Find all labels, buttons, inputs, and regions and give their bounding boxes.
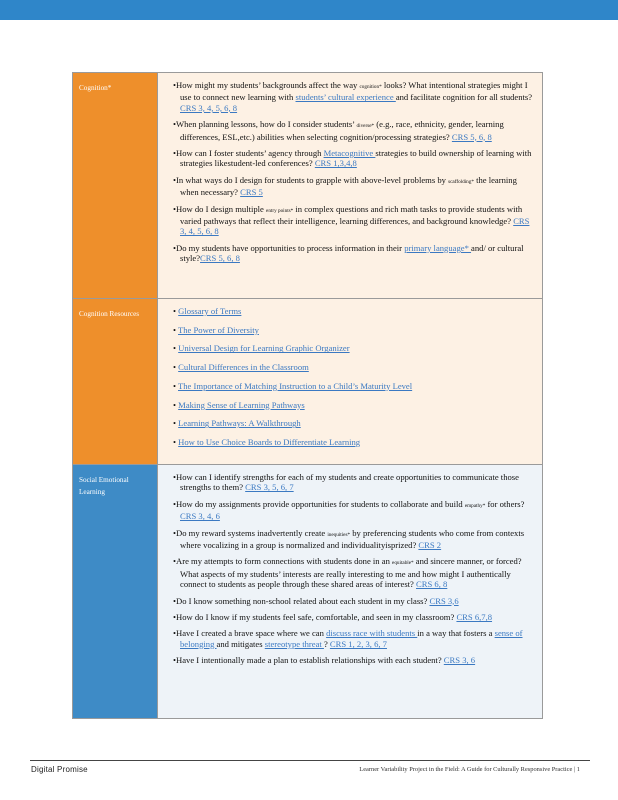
inline-link[interactable]: CRS 6, 8 bbox=[416, 579, 448, 590]
bullet: • bbox=[173, 324, 179, 335]
resource-item bbox=[173, 418, 534, 428]
inline-link[interactable]: CRS 1,3,4,8 bbox=[314, 158, 357, 169]
table-row-cognition-resources bbox=[73, 299, 543, 465]
inline-link[interactable]: CRS 1, 2, 3, 6, 7 bbox=[329, 638, 387, 649]
question-text: How do I design multiple bbox=[176, 203, 267, 214]
bullet: • bbox=[173, 595, 177, 606]
bullet: • bbox=[173, 174, 177, 185]
question-item bbox=[173, 175, 534, 198]
bullet: • bbox=[173, 380, 179, 391]
inline-link[interactable]: CRS 5 bbox=[240, 187, 263, 198]
question-text: Do my students have opportunities to process information in their bbox=[176, 242, 405, 253]
resource-item bbox=[173, 362, 534, 372]
inline-link[interactable]: stereotype threat bbox=[264, 638, 324, 649]
bullet: • bbox=[173, 148, 177, 159]
question-item bbox=[173, 499, 534, 522]
question-text: ? bbox=[323, 638, 330, 649]
resource-link[interactable]: Universal Design for Learning Graphic Organizer bbox=[178, 343, 350, 354]
question-text: strategies to build ownership of learning with strategies likestudent-led conferences? bbox=[180, 148, 532, 169]
question-item bbox=[173, 243, 534, 264]
bullet: • bbox=[173, 472, 177, 482]
question-text: in complex questions and rich math tasks to provide students with varied pathways that reflect their intelligence, learning differences, and background knowledge? bbox=[180, 203, 523, 227]
glossary-term: diverse* bbox=[356, 123, 375, 130]
question-text: Do my reward systems inadvertently create bbox=[176, 527, 328, 538]
question-text: in a way that fosters a bbox=[417, 628, 495, 639]
question-text: and facilitate cognition for all students? bbox=[395, 92, 533, 103]
question-item bbox=[173, 556, 534, 589]
glossary-term: empathy* bbox=[464, 502, 486, 509]
bullet: • bbox=[173, 119, 177, 130]
inline-link[interactable]: discuss race with students bbox=[326, 628, 418, 639]
bullet: • bbox=[173, 527, 177, 538]
inline-link[interactable]: CRS 3, 6 bbox=[443, 655, 476, 666]
bullet: • bbox=[173, 556, 177, 567]
bullet: • bbox=[173, 343, 179, 354]
question-text: looks? What intentional strategies might I use to connect new learning with bbox=[180, 80, 528, 103]
bullet: • bbox=[173, 418, 179, 429]
inline-link[interactable]: Metacognitive bbox=[323, 148, 376, 159]
table-row-social-emotional-learning bbox=[73, 465, 543, 719]
question-text: and sincere manner, or forced? What aspects of my students’ interests are really interesting to me and how might I authentically connect to students as people through these shared areas of interest? bbox=[180, 556, 522, 590]
inline-link[interactable]: CRS 5, 6, 8 bbox=[200, 253, 240, 264]
resource-link[interactable]: The Power of Diversity bbox=[178, 324, 259, 335]
question-text: Are my attempts to form connections with students done in an bbox=[176, 556, 393, 567]
inline-link[interactable]: CRS 3, 4, 5, 6, 8 bbox=[180, 102, 238, 113]
bullet: • bbox=[173, 242, 177, 253]
glossary-term: cognition* bbox=[359, 84, 382, 90]
footer-text: Learner Variability Project in the Field: A Guide for Culturally Responsive Practice | 1 bbox=[359, 766, 580, 773]
question-text: Have I created a brave space where we can bbox=[176, 628, 327, 639]
footer-divider bbox=[30, 760, 590, 761]
question-item bbox=[173, 472, 534, 493]
inline-link[interactable]: primary language* bbox=[404, 242, 472, 253]
inline-link[interactable]: CRS 2 bbox=[418, 540, 442, 551]
resource-link[interactable]: The Importance of Matching Instruction to a Child’s Maturity Level bbox=[178, 380, 413, 391]
inline-link[interactable]: CRS 3, 5, 6, 7 bbox=[245, 482, 294, 493]
row-label: Cognition Resources bbox=[73, 299, 158, 465]
resource-list bbox=[158, 299, 543, 465]
resource-item bbox=[173, 437, 534, 447]
question-item bbox=[173, 612, 534, 622]
row-label: Social Emotional Learning bbox=[73, 465, 158, 719]
question-text: When planning lessons, how do I consider students’ bbox=[176, 119, 357, 130]
resource-item bbox=[173, 306, 534, 316]
glossary-term: equitable* bbox=[392, 560, 414, 567]
inline-link[interactable]: CRS 6,7,8 bbox=[456, 612, 493, 623]
question-item bbox=[173, 596, 534, 606]
question-item bbox=[173, 80, 534, 113]
question-text: Do I know something non-school related about each student in my class? bbox=[176, 595, 430, 606]
resource-link[interactable]: Making Sense of Learning Pathways bbox=[178, 399, 305, 410]
bullet: • bbox=[173, 628, 177, 639]
question-item bbox=[173, 655, 534, 665]
top-banner bbox=[0, 0, 618, 20]
inline-link[interactable]: CRS 3, 4, 5, 6, 8 bbox=[180, 216, 530, 237]
bullet: • bbox=[173, 436, 179, 447]
glossary-term: inequities* bbox=[327, 531, 351, 538]
question-text: (e.g., race, ethnicity, gender, learning differences, ESL,etc.) abilities when selecting cognition/processing strategies? bbox=[180, 119, 504, 142]
question-text: How can I identify strengths for each of my students and create opportunities to communicate those strengths to them? bbox=[176, 472, 519, 493]
question-text: How can I foster students’ agency through bbox=[176, 148, 324, 159]
resource-item bbox=[173, 400, 534, 410]
question-text: How do my assignments provide opportunities for students to collaborate and build bbox=[176, 498, 465, 509]
bullet: • bbox=[173, 612, 177, 623]
glossary-term: entry points* bbox=[266, 207, 294, 214]
inline-link[interactable]: students’ cultural experience bbox=[295, 92, 396, 103]
resource-item bbox=[173, 381, 534, 391]
inline-link[interactable]: sense of belonging bbox=[180, 628, 523, 649]
resource-link[interactable]: Cultural Differences in the Classroom bbox=[178, 362, 309, 373]
table-row-cognition bbox=[73, 73, 543, 299]
bullet: • bbox=[173, 306, 179, 316]
question-item bbox=[173, 628, 534, 649]
resource-link[interactable]: Glossary of Terms bbox=[178, 306, 242, 316]
question-text: by preferencing students who come from contexts where vocalizing in a group is normalized and individualityisprized? bbox=[180, 527, 525, 551]
question-text: for others? bbox=[485, 498, 525, 509]
question-text: and/ or cultural style? bbox=[180, 242, 524, 264]
question-item bbox=[173, 528, 534, 551]
glossary-term: scaffolding* bbox=[448, 178, 474, 185]
inline-link[interactable]: CRS 3,6 bbox=[429, 595, 459, 606]
resource-item bbox=[173, 325, 534, 335]
question-text: Have I intentionally made a plan to establish relationships with each student? bbox=[176, 655, 444, 666]
resource-link[interactable]: How to Use Choice Boards to Differentiate Learning bbox=[178, 436, 361, 447]
content-table bbox=[72, 72, 543, 719]
inline-link[interactable]: CRS 5, 6, 8 bbox=[451, 131, 492, 142]
bullet: • bbox=[173, 80, 177, 90]
question-item bbox=[173, 204, 534, 237]
question-item bbox=[173, 148, 534, 169]
brand-logo: Digital Promise bbox=[31, 765, 88, 774]
question-text: In what ways do I design for students to grapple with above-level problems by bbox=[176, 174, 449, 185]
bullet: • bbox=[173, 498, 177, 509]
question-list bbox=[158, 73, 543, 299]
question-list bbox=[158, 465, 543, 719]
question-text: the learning when necessary? bbox=[180, 174, 517, 198]
bullet: • bbox=[173, 399, 179, 410]
bullet: • bbox=[173, 655, 177, 666]
resource-item bbox=[173, 343, 534, 353]
question-item bbox=[173, 119, 534, 142]
question-text: How do I know if my students feel safe, comfortable, and seen in my classroom? bbox=[176, 612, 457, 623]
question-text: How might my students’ backgrounds affect the way bbox=[176, 80, 360, 90]
resource-link[interactable]: Learning Pathways: A Walkthrough bbox=[178, 418, 301, 429]
inline-link[interactable]: CRS 3, 4, 6 bbox=[180, 511, 220, 522]
bullet: • bbox=[173, 362, 179, 373]
bullet: • bbox=[173, 203, 177, 214]
row-label: Cognition* bbox=[73, 73, 158, 299]
question-text: and mitigates bbox=[216, 638, 265, 649]
